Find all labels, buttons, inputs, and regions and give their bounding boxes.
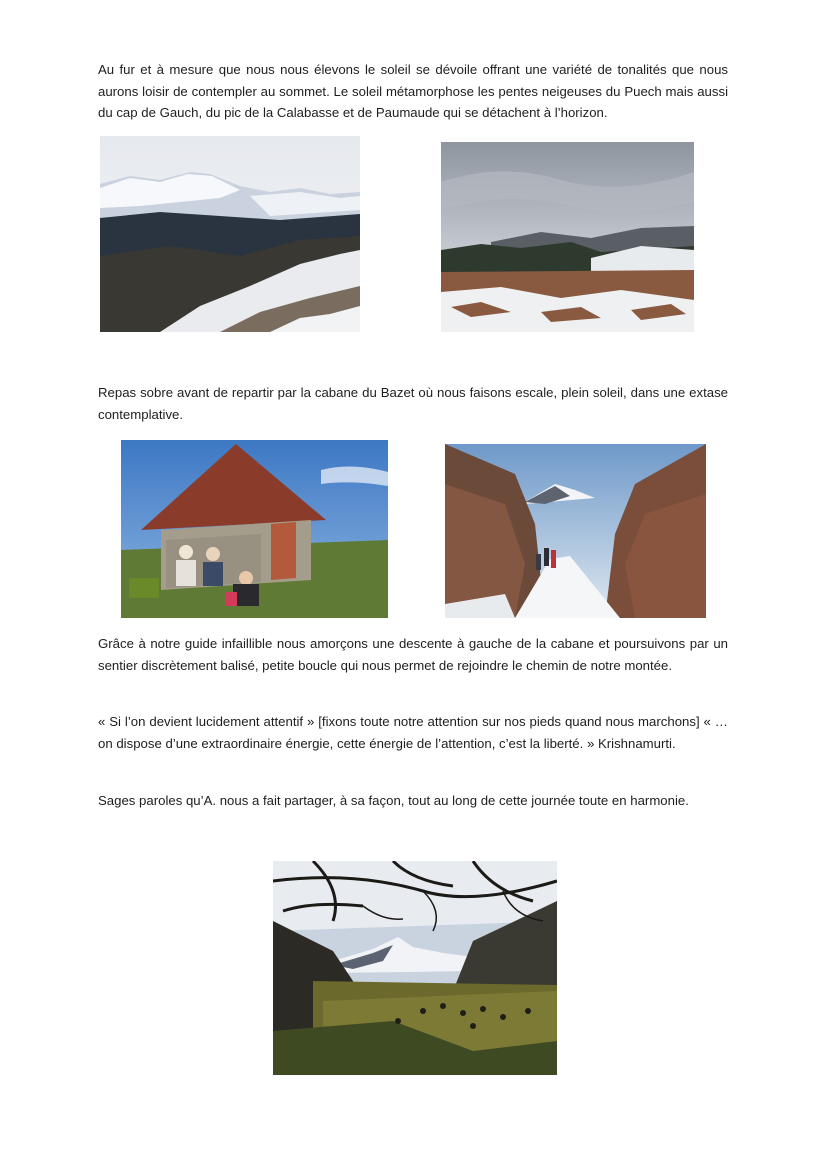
paragraph-descente: Grâce à notre guide infaillible nous amorçons une descente à gauche de la cabane et poursuivons par un sentier discrètement balisé, petite boucle qui nous permet de rejoindre le chemin de notre montée. xyxy=(98,636,728,673)
photo-meadow-branches xyxy=(273,861,557,1075)
photo-snowy-peaks xyxy=(100,136,360,332)
photo-stone-hut xyxy=(121,440,388,618)
paragraph-intro: Au fur et à mesure que nous nous élevons le soleil se dévoile offrant une variété de tonalités que nous aurons loisir de contempler au sommet. Le soleil métamorphose les pentes neigeuses du Puech mais aussi du cap de Gauch, du pic de la Calabasse et de Paumaude qui se détachent à l’horizon. xyxy=(98,62,728,120)
paragraph-citation: « Si l’on devient lucidement attentif » [fixons toute notre attention sur nos pieds quand nous marchons] « … on dispose d’une extraordinaire énergie, cette énergie de l’attention, c’est la liberté. » Krishnamurti. xyxy=(98,714,728,751)
photo-snowy-plateau xyxy=(441,142,694,332)
paragraph-conclusion: Sages paroles qu’A. nous a fait partager, à sa façon, tout au long de cette journée toute en harmonie. xyxy=(98,793,689,808)
photo-snowy-forest-path xyxy=(445,444,706,618)
paragraph-repas: Repas sobre avant de repartir par la cabane du Bazet où nous faisons escale, plein soleil, dans une extase contemplative. xyxy=(98,385,728,422)
